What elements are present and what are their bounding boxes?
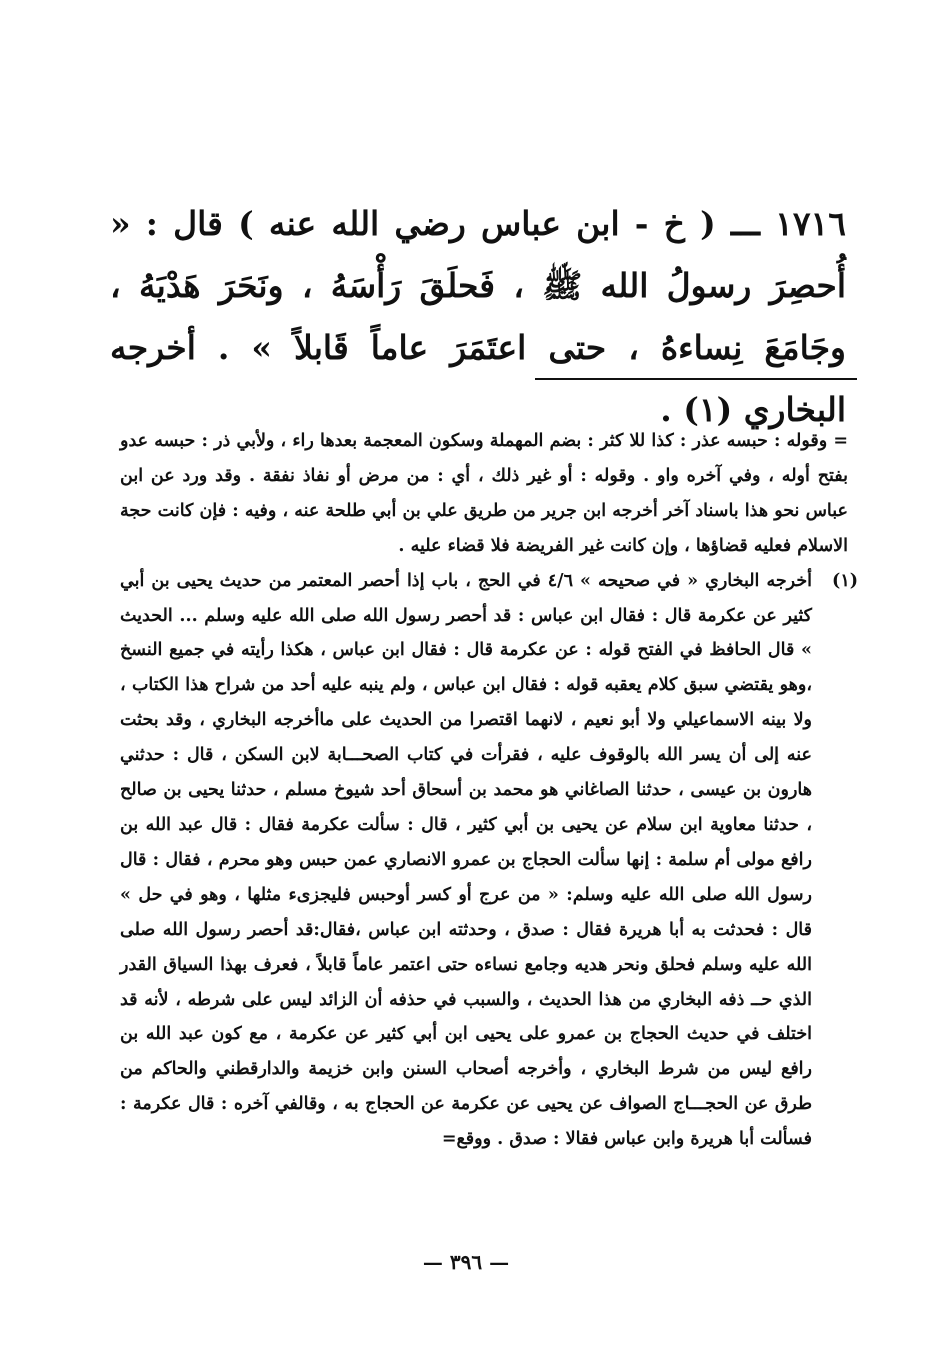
hadith-paragraph (110, 193, 846, 441)
page-number: — ٣٩٦ — (422, 1250, 510, 1274)
hadith-number: ١٧١٦ (775, 204, 846, 243)
footnotes (120, 424, 858, 1157)
footnote-1-text: أخرجه البخاري « في صحيحه » ٤/٦ في الحج ، باب إذا أحصر المعتمر من حديث يحيى بن أبي كثير عن عكرمة قال : فقال ابن عباس : قد أحصر رسول الله صلى الله عليه وسلم ... الحديث » قال الحافظ في الفتح قوله : عن عكرمة قال : فقال ابن عباس ، هكذا رأيته في جميع النسخ ،وهو يقتضي سبق كلام يعقبه قوله : فقال ابن عباس ، ولم ينبه عليه أحد من شراح هذا الكتاب ، ولا بينه الاسماعيلي ولا أبو نعيم ، لانهما اقتصرا من الحديث على ماأخرجه البخاري ، وقد بحثت عنه إلى أن يسر الله بالوقوف عليه ، فقرأت في كتاب الصحـــابة لابن السكن ، قال : حدثني هارون بن عيسى ، حدثنا الصاغاني هو محمد بن أسحاق أحد شيوخ مسلم ، حدثنا يحيى بن صالح ، حدثنا معاوية ابن سلام عن يحيى بن أبي كثير ، قال : سألت عكرمة فقال : قال عبد الله بن رافع مولى أم سلمة : إنها سألت الحجاج بن عمرو الانصاري عمن حبس وهو محرم ، فقال : قال رسول الله صلى الله عليه وسلم: « من عرج أو كسر أوحبس فليجزىء مثلها ، وهو في حل » قال : فحدثت به أبا هريرة فقال : صدق ، وحدثته ابن عباس ،فقال:قد أحصر رسول الله صلى الله عليه وسلم فحلق ونحر هديه وجامع نساءه حتى اعتمر عاماً قابلاً ، فعرف بهذا السياق القدر الذي حــ ذفه البخاري من هذا الحديث ، والسبب في حذفه أن الزائد ليس على شرطه ، لأنه قد اختلف في حديث الحجاج بن عمرو على يحيى ابن أبي كثير عن عكرمة ، مع كون عبد الله بن رافع ليس من شرط البخاري ، وأخرجه أصحاب السنن وابن خزيمة والدارقطني والحاكم من طرق عن الحجـــاج الصواف عن يحيى عن عكرمة عن الحجاج به ، وقالفي آخره : قال عكرمة : فسألت أبا هريرة وابن عباس فقالا : صدق . ووقع= (120, 570, 812, 1150)
footnote-continuation: = وقوله : حبسه عذر : كذا للا كثر : بضم المهملة وسكون المعجمة بعدها راء ، ولأبي ذر : حبسه عدو بفتح أوله ، وفي آخره واو . وقوله : أو غير ذلك ، أي : من مرض أو نفاذ نفقة . وقد ورد عن ابن عباس نحو هذا باسناد آخر أخرجه ابن جرير من طريق علي بن أبي طلحة عنه ، وفيه : فإن كانت حجة الاسلام فعليه قضاؤها ، وإن كانت غير الفريضة فلا قضاء عليه . (120, 431, 848, 556)
hadith-text: ـــ ( خ - ابن عباس رضي الله عنه ) قال : « أُحصِرَ رسولُ الله ﷺ ، فَحلَقَ رَأْسَهُ ، ونَحَرَ هَدْيَهُ ، وجَامَعَ نِساءهُ ، حتى اعتَمَرَ عاماً قَابلاً » . أخرجه البخاري (١) . (110, 204, 846, 429)
footnote-1 (120, 564, 858, 1157)
footnote-1-marker: (١) (832, 570, 858, 591)
footnote-separator (535, 378, 857, 380)
